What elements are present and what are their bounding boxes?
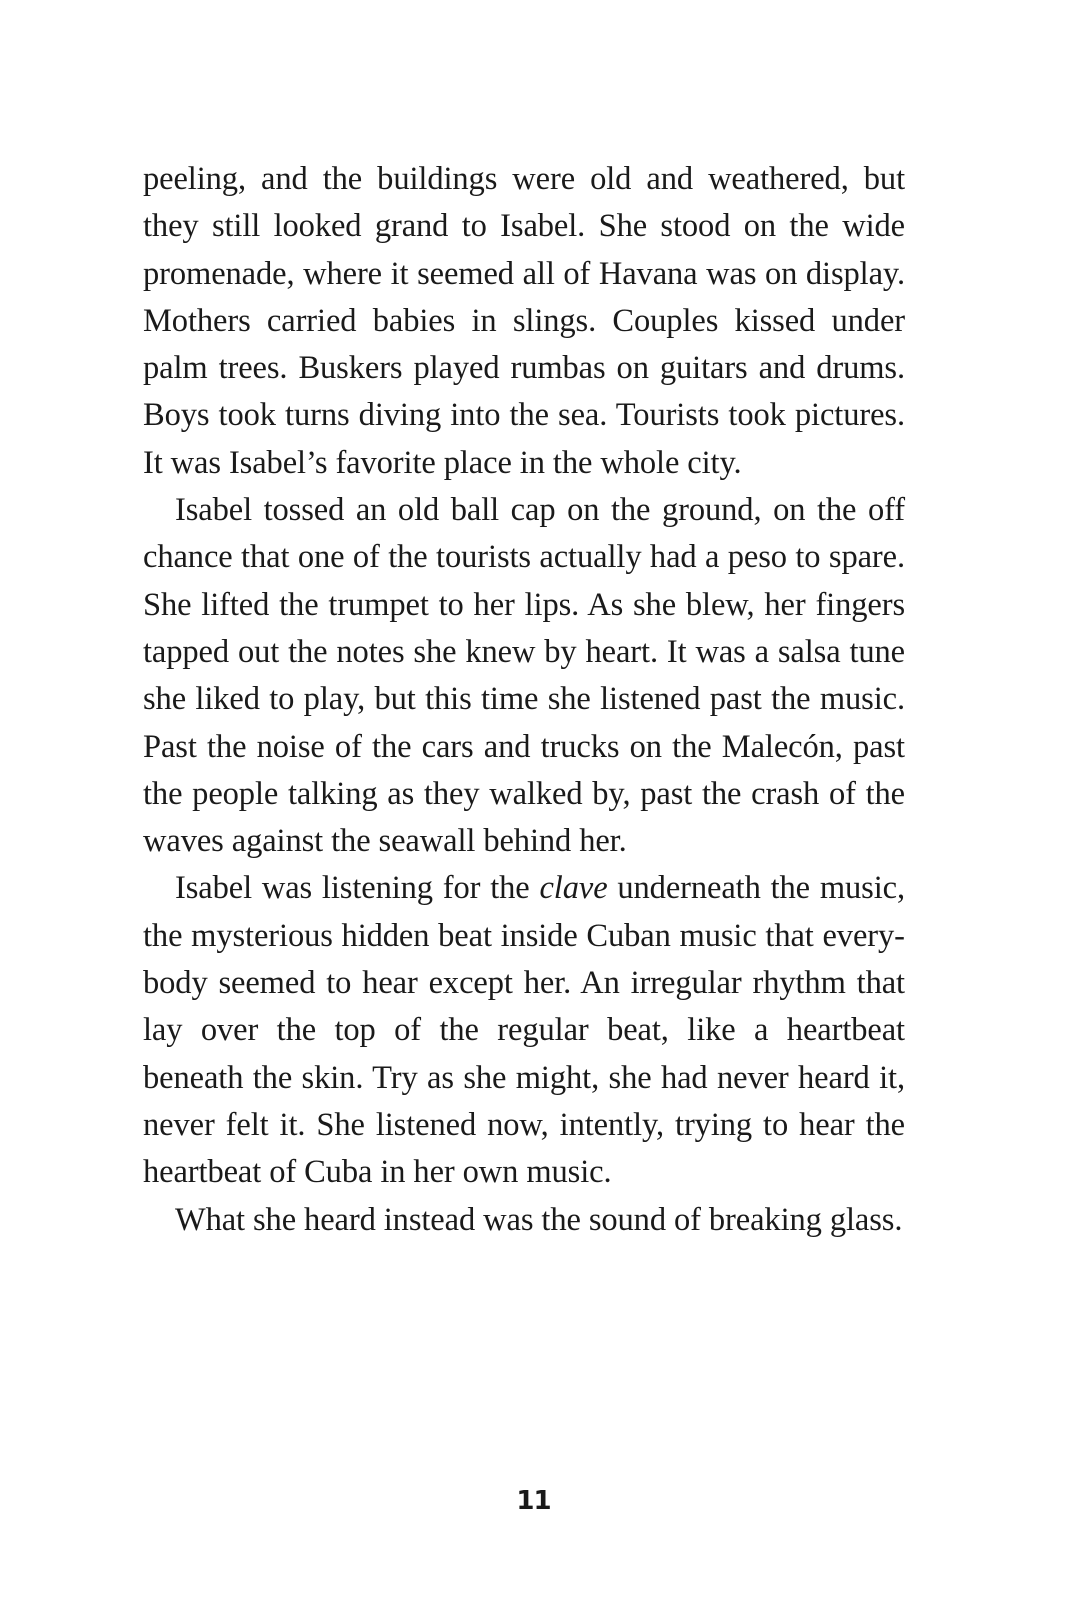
page-number: 11 [516,1486,551,1516]
paragraph [143,865,905,1196]
paragraph: Isabel tossed an old ball cap on the ground, on the off chance that one of the tourists actually had a peso to spare. She lifted the trumpet to her lips. As she blew, her fingers tapped out the notes she knew by heart. It was a salsa tune she liked to play, but this time she listened past the music. Past the noise of the cars and trucks on the Malecón, past the people talking as they walked by, past the crash of the waves against the seawall behind her. [143,492,905,860]
paragraph-text: underneath the music, the mysterious hidden beat inside Cuban music that everybody seemed to hear except her. An irregular rhythm that lay over the top of the regular beat, like a heartbeat beneath the skin. Try as she might, she had never heard it, never felt it. She listened now, intently, trying to hear the heartbeat of Cuba in her own music. [143,870,905,1191]
italic-term: clave [539,870,608,907]
paragraph-text: Isabel was listening for the [175,870,540,907]
paragraph-continued: peeling, and the buildings were old and weathered, but they still looked grand to Isabel. She stood on the wide promenade, where it seemed all of Havana was on display. Mothers carried babies in slings. Couples kissed under palm trees. Buskers played rumbas on guitars and drums. Boys took turns diving into the sea. Tourists took pictures. It was Isabel’s favorite place in the whole city. [143,161,905,481]
paragraph-final: What she heard instead was the sound of breaking glass. [175,1201,903,1238]
body-text [143,156,905,1244]
